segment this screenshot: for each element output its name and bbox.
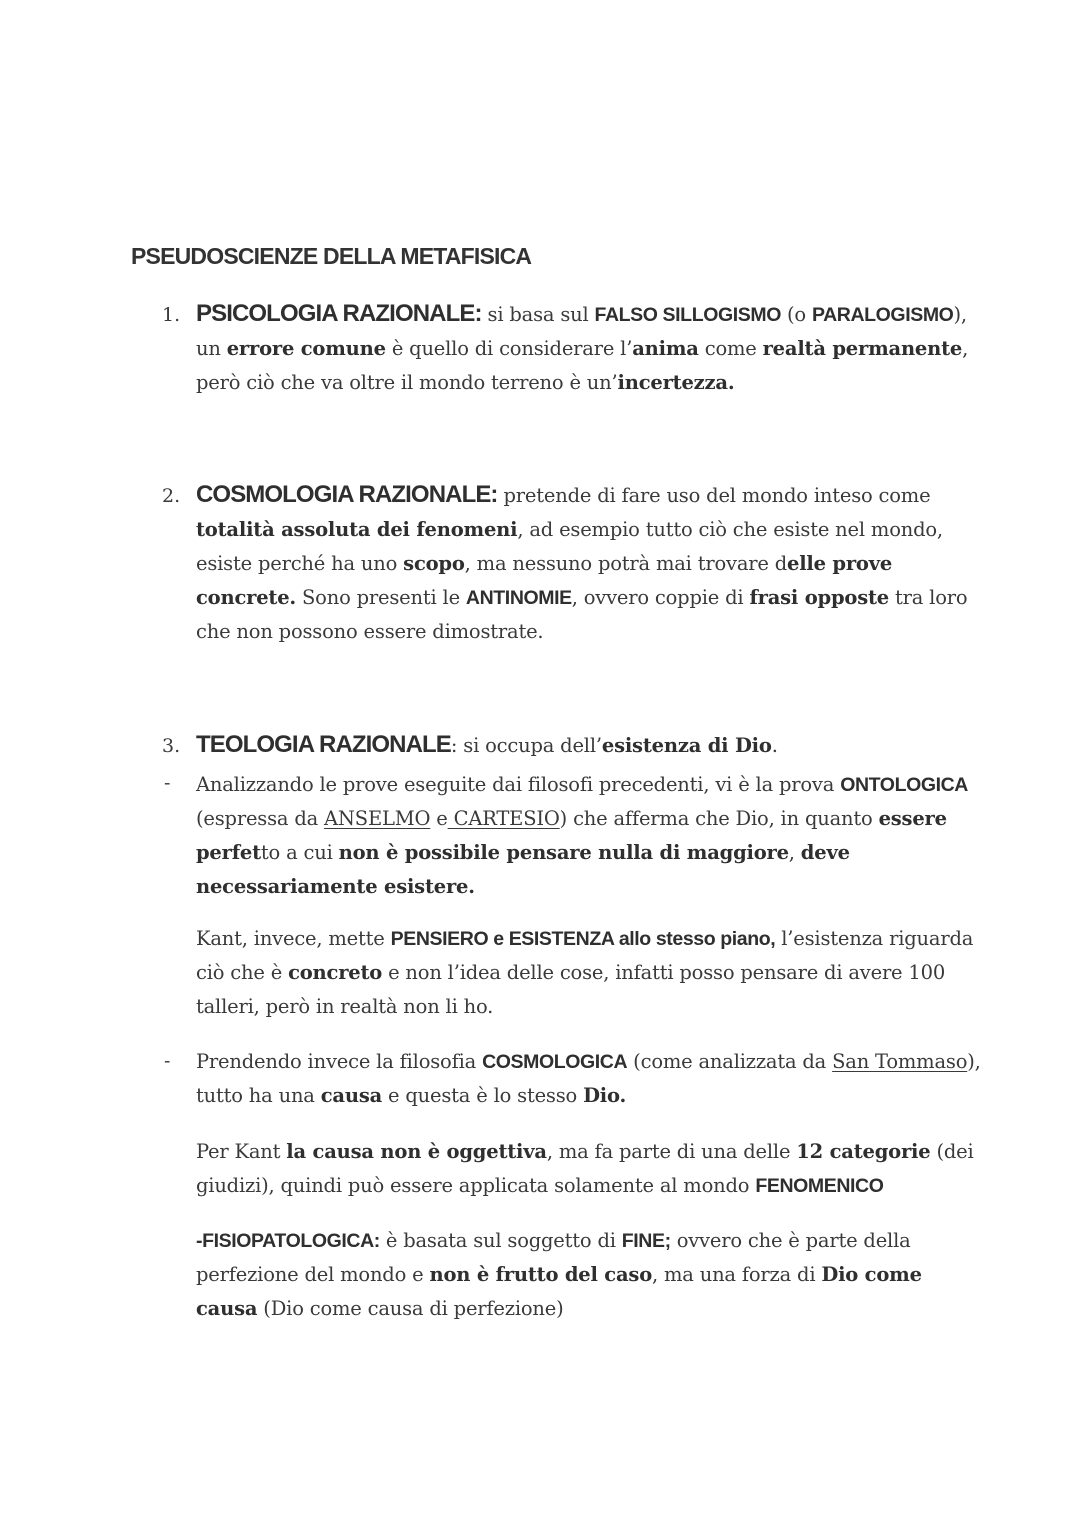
section-cosmologia-text: COSMOLOGIA RAZIONALE: pretende di fare uso del mondo inteso come totalità assoluta dei fenomeni, ad esempio tutto ciò che esiste nel mondo, esiste perché ha uno scopo, ma nessuno potrà mai trovare delle prove concrete. Sono presenti le ANTINOMIE, ovvero coppie di frasi opposte tra loro che non possono essere dimostrate. [196, 481, 968, 643]
section-heading: TEOLOGIA RAZIONALE [196, 731, 451, 758]
bullet-dash: - [164, 772, 171, 794]
bullet-ontologica-text: Analizzando le prove eseguite dai filosofi precedenti, vi è la prova ONTOLOGICA (espressa da ANSELMO e CARTESIO) che afferma che Dio, in quanto essere perfetto a cui non è possibile pensare nulla di maggiore, deve necessariamente esistere. [196, 773, 968, 898]
bullet-cosmologica-text: Prendendo invece la filosofia COSMOLOGICA (come analizzata da San Tommaso), tutto ha una causa e questa è lo stesso Dio. [196, 1050, 981, 1107]
bullet-cosmologica [196, 1045, 986, 1113]
cartesio-link: CARTESIO [447, 807, 560, 830]
bullet-dash: - [164, 1050, 171, 1072]
section-psicologia [196, 297, 986, 400]
fisiopatologica-paragraph [196, 1224, 986, 1326]
kant-paragraph-1-text: Kant, invece, mette PENSIERO e ESISTENZA allo stesso piano, l’esistenza riguarda ciò che è concreto e non l’idea delle cose, infatti posso pensare di avere 100 talleri, però in realtà non li ho. [196, 927, 974, 1018]
list-number-2: 2. [162, 485, 181, 507]
bullet-ontologica [196, 768, 986, 904]
list-number-1: 1. [162, 304, 181, 326]
section-heading: PSICOLOGIA RAZIONALE: [196, 300, 482, 327]
section-cosmologia [196, 478, 986, 649]
list-number-3: 3. [162, 735, 181, 757]
section-psicologia-text: PSICOLOGIA RAZIONALE: si basa sul FALSO SILLOGISMO (o PARALOGISMO), un errore comune è quello di considerare l’anima come realtà permanente, però ciò che va oltre il mondo terreno è un’incertezza. [196, 300, 969, 394]
page-title: PSEUDOSCIENZE DELLA METAFISICA [131, 243, 532, 269]
section-teologia [196, 728, 986, 763]
kant-paragraph-1 [196, 922, 986, 1024]
kant-paragraph-2-text: Per Kant la causa non è oggettiva, ma fa parte di una delle 12 categorie (dei giudizi), quindi può essere applicata solamente al mondo FENOMENICO [196, 1140, 974, 1197]
section-heading: COSMOLOGIA RAZIONALE: [196, 481, 498, 508]
san-tommaso-link: San Tommaso [832, 1050, 968, 1073]
anselmo-link: ANSELMO [324, 807, 431, 830]
fisiopatologica-text: -FISIOPATOLOGICA: è basata sul soggetto di FINE; ovvero che è parte della perfezione del mondo e non è frutto del caso, ma una forza di Dio come causa (Dio come causa di perfezione) [196, 1229, 922, 1320]
section-teologia-text: TEOLOGIA RAZIONALE: si occupa dell’esistenza di Dio. [196, 731, 778, 758]
kant-paragraph-2 [196, 1135, 986, 1203]
